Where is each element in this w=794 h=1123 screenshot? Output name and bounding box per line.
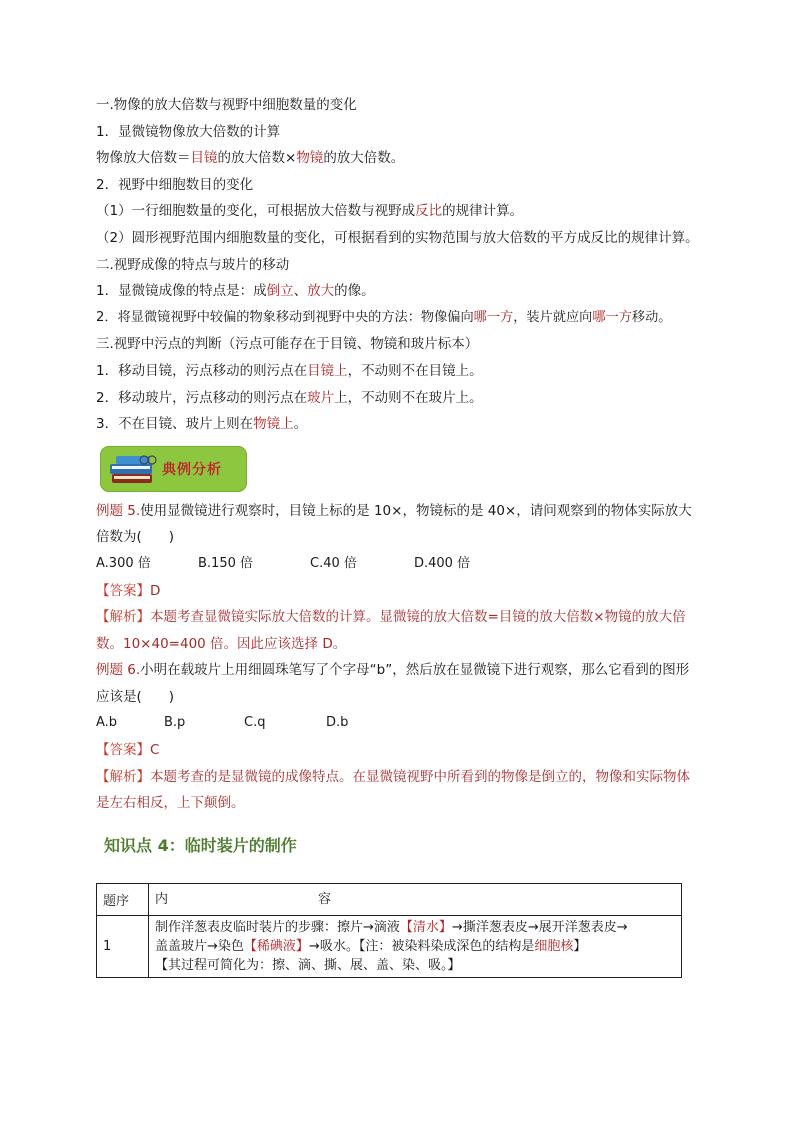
magnification-formula: 物像放大倍数＝目镜的放大倍数×物镜的放大倍数。: [96, 150, 405, 167]
example-analysis-badge: [100, 446, 247, 492]
badge-label: 典例分析: [162, 461, 222, 478]
slide-preparation-table: [96, 883, 682, 978]
section3-item2: 2．移动玻片，污点移动的则污点在玻片上，不动则不在玻片上。: [96, 389, 483, 406]
books-icon: [108, 452, 158, 488]
section1-sub1: （1）一行细胞数量的变化，可根据放大倍数与视野成反比的规律计算。: [96, 203, 524, 220]
row-number: 1: [97, 915, 149, 977]
document-page: [96, 92, 700, 978]
table-row: [97, 915, 682, 977]
section1-item1-title: 1．显微镜物像放大倍数的计算: [96, 123, 281, 140]
example5-options: [96, 551, 700, 578]
example6-option-d: D.b: [326, 715, 349, 731]
example5-question: 例题 5.使用显微镜进行观察时，目镜上标的是 10×，物镜标的是 40×，请问观察到的物体实际放大倍数为( ): [96, 502, 692, 546]
header-number: 题序: [97, 883, 149, 915]
section2-item1: 1．显微镜成像的特点是：成倒立、放大的像。: [96, 283, 375, 300]
inverse-term: 反比: [415, 203, 443, 220]
section1-heading: 一.物像的放大倍数与视野中细胞数量的变化: [96, 97, 357, 113]
example6-answer: 【答案】C: [96, 742, 160, 759]
objective-term: 物镜: [296, 150, 324, 167]
example6-question: 例题 6.小明在载玻片上用细圆珠笔写了个字母“b”，然后放在显微镜下进行观察，那么它看到的图形应该是( ): [96, 662, 690, 705]
section1-item2-title: 2．视野中细胞数目的变化: [96, 176, 254, 193]
section3-item3: 3．不在目镜、玻片上则在物镜上。: [96, 416, 308, 433]
eyepiece-term: 目镜: [190, 150, 218, 167]
table-header-row: [97, 883, 682, 915]
section2-heading: 二.视野成像的特点与玻片的移动: [96, 256, 290, 273]
section2-item2: 2．将显微镜视野中较偏的物象移动到视野中央的方法：物像偏向哪一方，装片就应向哪一方移动。: [96, 309, 672, 325]
example6-option-b: B.p: [164, 715, 186, 731]
example5-option-a: A.300 倍: [96, 555, 151, 571]
section3-heading: 三.视野中污点的判断（污点可能存在于目镜、物镜和玻片标本）: [96, 336, 479, 353]
example5-option-d: D.400 倍: [414, 555, 471, 571]
example6-analysis: 【解析】本题考查的是显微镜的成像特点。在显微镜视野中所看到的物像是倒立的，物像和实际物体是左右相反，上下颠倒。: [96, 768, 690, 812]
section1-sub2: （2）圆形视野范围内细胞数量的变化，可根据看到的实物范围与放大倍数的平方成反比的规律计算。: [96, 229, 699, 246]
section3-item1: 1．移动目镜，污点移动的则污点在目镜上，不动则不在目镜上。: [96, 362, 483, 379]
example6-option-a: A.b: [96, 715, 118, 731]
example5-answer: 【答案】D: [96, 582, 161, 599]
example6-options: [96, 710, 700, 737]
header-content: 内 容: [149, 883, 682, 915]
example5-analysis: 【解析】本题考查显微镜实际放大倍数的计算。显微镜的放大倍数=目镜的放大倍数×物镜的放大倍数。10×40=400 倍。因此应该选择 D。: [96, 609, 686, 652]
example5-option-c: C.40 倍: [310, 555, 357, 571]
example5-option-b: B.150 倍: [198, 555, 253, 571]
example5-label: 例题 5.: [96, 502, 141, 519]
example6-option-c: C.q: [244, 715, 266, 731]
example6-label: 例题 6.: [96, 662, 141, 679]
knowledge-point-title: 知识点 4：临时装片的制作: [104, 835, 297, 855]
row-content: 制作洋葱表皮临时装片的步骤：擦片→滴液【清水】→撕洋葱表皮→展开洋葱表皮→ 盖盖玻片→染色【稀碘液】→吸水。【注：被染料染成深色的结构是细胞核】 【其过程可简化为：擦、滴、撕、展、盖、染、吸。】: [149, 915, 682, 977]
